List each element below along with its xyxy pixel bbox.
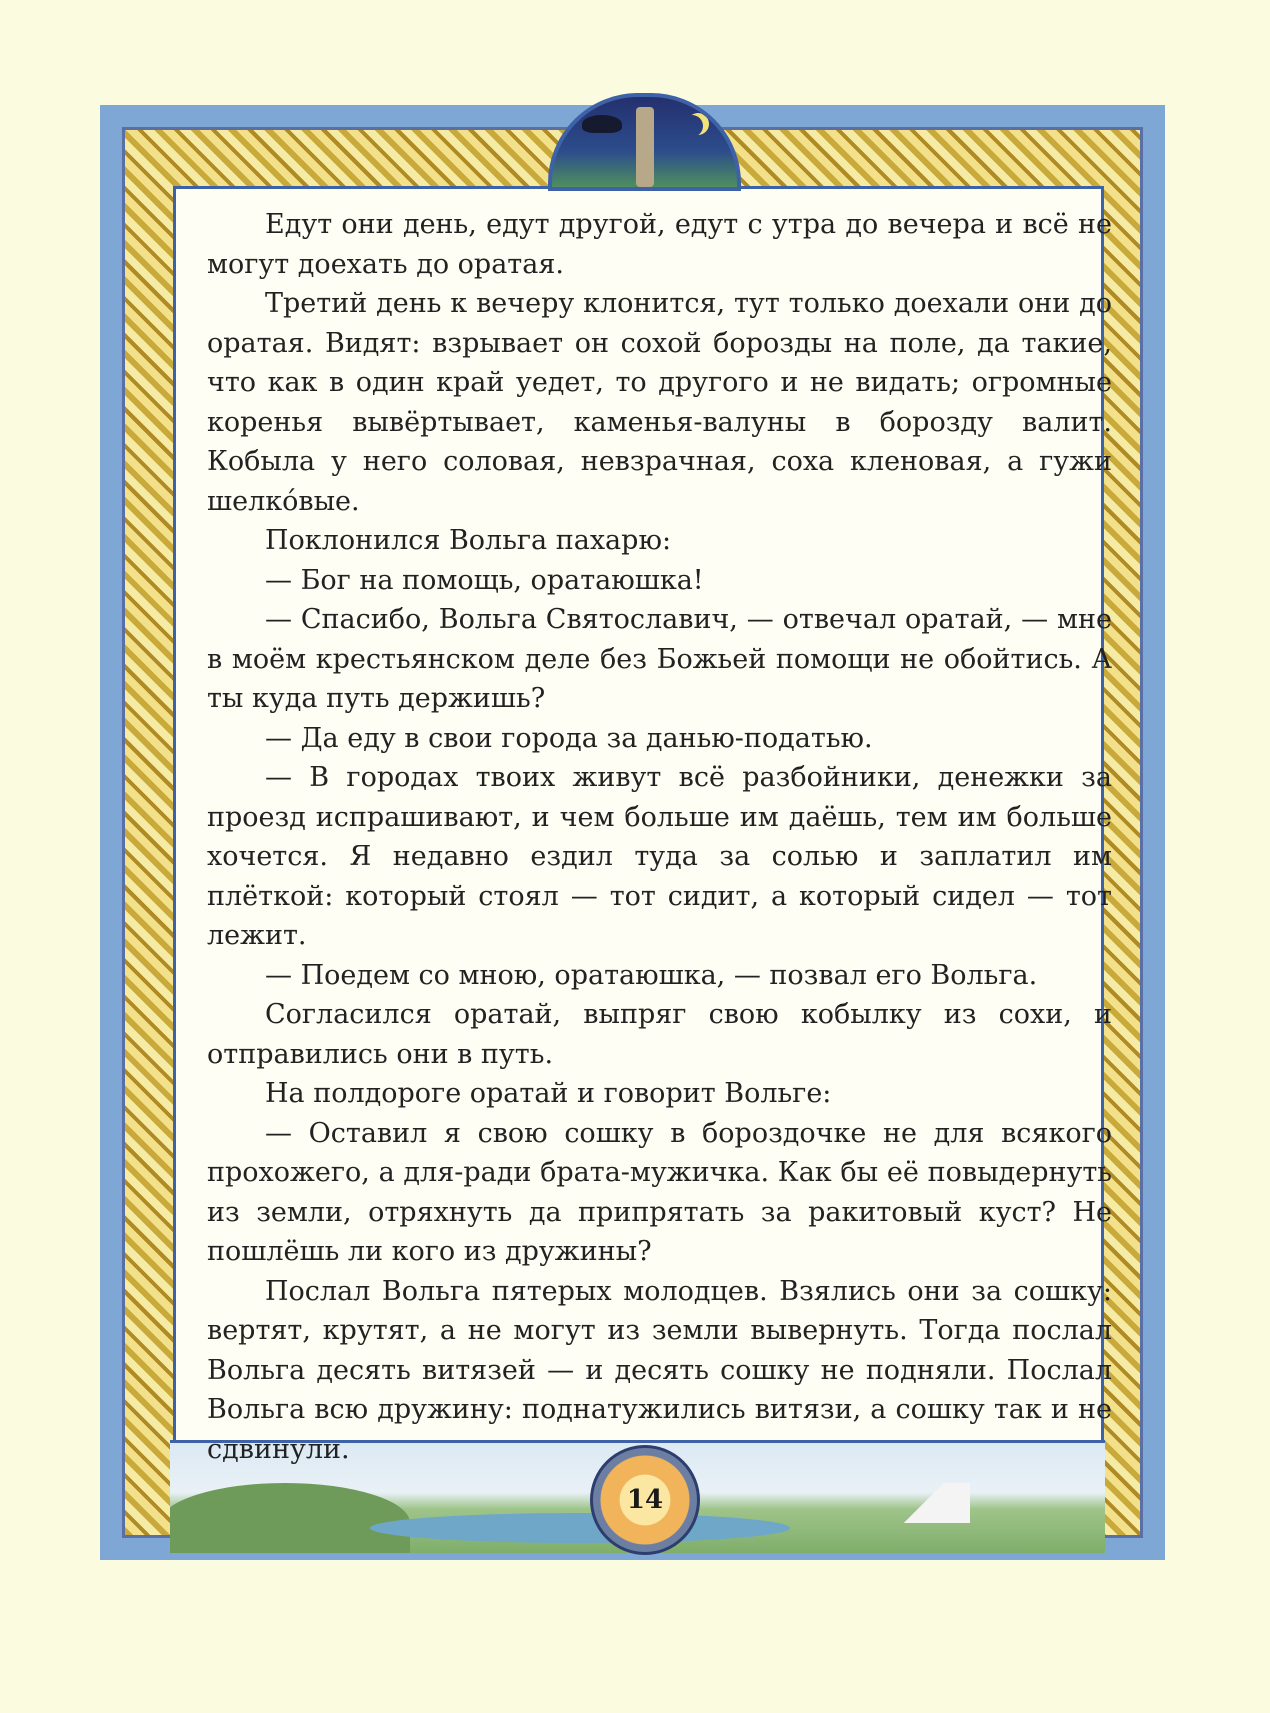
- paragraph: На полдороге оратай и говорит Вольге:: [265, 1078, 832, 1109]
- paragraph: Согласился оратай, выпряг свою кобылку из сохи, и отправились они в путь.: [207, 999, 1112, 1070]
- tents-icon: [890, 1483, 970, 1523]
- tree-icon: [636, 107, 654, 187]
- crescent-moon-icon: [681, 115, 703, 137]
- paragraph: — Спасибо, Вольга Святославич, — отвечал оратай, — мне в моём крестьянском деле без Божьей помощи не обойтись. А ты куда путь держишь?: [207, 604, 1112, 714]
- story-text: [207, 205, 1112, 1469]
- page-number: 14: [626, 1485, 664, 1515]
- paragraph: — Да еду в свои города за данью-податью.: [265, 722, 873, 754]
- paragraph: — Оставил я свою сошку в бороздочке не для всякого прохожего, а для-ради брата-мужичка. Как бы её повыдернуть из земли, отряхнуть да припрятать за ракитовый куст? Не пошлёшь ли кого из дружины?: [207, 1117, 1112, 1267]
- paragraph: Едут они день, едут другой, едут с утра до вечера и всё не могут доехать до оратая.: [207, 209, 1112, 280]
- paragraph: Третий день к вечеру клонится, тут только доехали они до оратая. Видят: взрывает он сохой борозды на поле, да такие, что как в один край уедет, то другого и не видать; огромные коренья вывёртывает, каменья-валуны в борозду валит. Кобыла у него соловая, невзрачная, соха кленовая, а гужи шелкóвые.: [207, 288, 1112, 517]
- paragraph: — В городах твоих живут всё разбойники, денежки за проезд испрашивают, и чем больше им даёшь, тем им больше хочется. Я недавно ездил туда за солью и заплатил им плёткой: который стоял — тот сидит, а который сидел — тот лежит.: [207, 762, 1112, 951]
- raven-icon: [582, 115, 622, 133]
- paragraph: — Поедем со мною, оратаюшка, — позвал его Вольга.: [265, 959, 1038, 991]
- hill-icon: [170, 1483, 410, 1553]
- paragraph: Поклонился Вольга пахарю:: [265, 525, 672, 556]
- paragraph: — Бог на помощь, оратаюшка!: [265, 564, 704, 596]
- paragraph: Послал Вольга пятерых молодцев. Взялись они за сошку: вертят, крутят, а не могут из земли вывернуть. Тогда послал Вольга десять витязей — и десять сошку не подняли. Послал Вольга всю дружину: поднатужились витязи, а сошку так и не сдвинули.: [207, 1275, 1112, 1465]
- river-icon: [370, 1513, 790, 1543]
